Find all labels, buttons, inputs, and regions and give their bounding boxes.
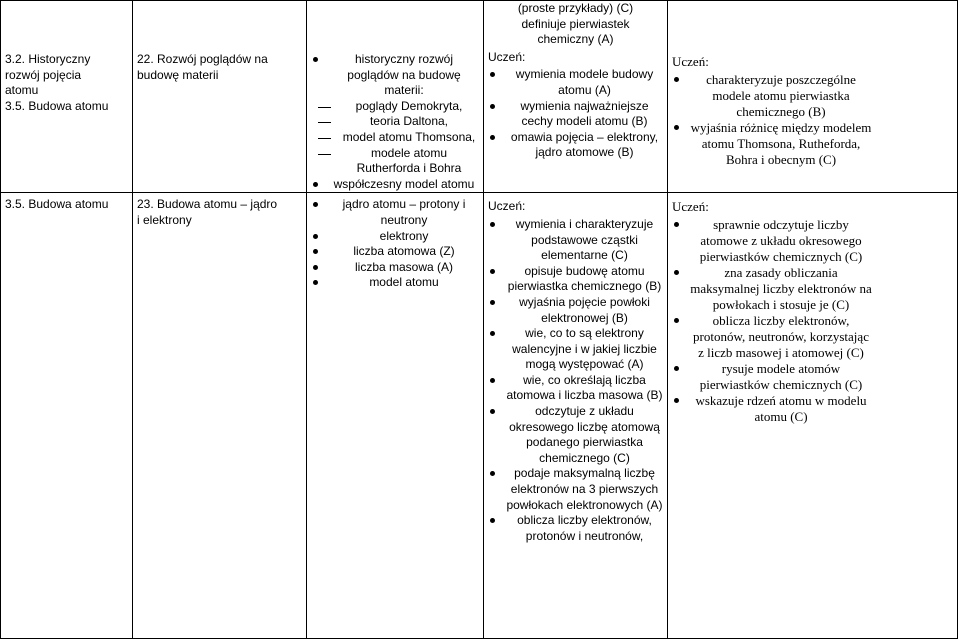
content-cell — [307, 1, 484, 193]
topic-cell — [1, 1, 133, 193]
content-cell — [307, 193, 484, 639]
list-item: elektrony — [311, 229, 479, 245]
basic-requirements-cell: (proste przykłady) (C) definiuje pierwiastek chemiczny (A) Uczeń: wymienia modele budowy atomu (A) wymienia najważniejsze cechy modeli atomu (B) omawia pojęcia – elektrony, jądro atomowe (B) — [484, 1, 668, 193]
lesson-cell — [133, 193, 307, 639]
list-item: sprawnie odczytuje liczby atomowe z układu okresowego pierwiastków chemicznych (C) — [672, 217, 872, 265]
list-item: modele atomu Rutherforda i Bohra — [311, 146, 479, 177]
list-item: współczesny model atomu — [311, 177, 479, 193]
list-item: charakteryzuje poszczególne modele atomu pierwiastka chemicznego (B) — [672, 72, 872, 120]
list-item: oblicza liczby elektronów, protonów i neutronów, — [488, 513, 663, 544]
table-row — [1, 1, 958, 193]
section-header: Uczeń: — [488, 49, 526, 64]
list-item: liczba atomowa (Z) — [311, 244, 479, 260]
list-item: model atomu Thomsona, — [311, 130, 479, 146]
topic-text: 3.2. Historyczny rozwój pojęcia atomu 3.5. Budowa atomu — [5, 52, 109, 113]
list-item: wymienia modele budowy atomu (A) — [488, 67, 663, 98]
topic-cell — [1, 193, 133, 639]
section-header: Uczeń: — [672, 54, 709, 69]
lesson-title: 23. Budowa atomu – jądro i elektrony — [137, 197, 278, 227]
list-item: omawia pojęcia – elektrony, jądro atomowe (B) — [488, 130, 663, 161]
list-item: oblicza liczby elektronów, protonów, neutronów, korzystając z liczb masowej i atomowej (C) — [672, 313, 872, 361]
list-item: historyczny rozwój poglądów na budowę materii: — [311, 52, 479, 99]
lesson-title: 22. Rozwój poglądów na budowę materii — [137, 52, 268, 82]
extended-requirements-cell — [668, 193, 958, 639]
list-item: wyjaśnia pojęcie powłoki elektronowej (B) — [488, 295, 663, 326]
section-header: Uczeń: — [672, 199, 709, 215]
topic-text: 3.5. Budowa atomu — [5, 197, 109, 212]
list-item: opisuje budowę atomu pierwiastka chemicznego (B) — [488, 264, 663, 295]
list-item: liczba masowa (A) — [311, 260, 479, 276]
basic-requirements-cell — [484, 193, 668, 639]
list-item: teoria Daltona, — [311, 114, 479, 130]
list-item: jądro atomu – protony i neutrony — [311, 197, 479, 228]
list-item: wyjaśnia różnicę między modelem atomu Thomsona, Rutheforda, Bohra i obecnym (C) — [672, 120, 872, 168]
list-item: wie, co to są elektrony walencyjne i w jakiej liczbie mogą występować (A) — [488, 326, 663, 373]
list-item: wymienia najważniejsze cechy modeli atomu (B) — [488, 99, 663, 130]
list-item: rysuje modele atomów pierwiastków chemicznych (C) — [672, 361, 872, 393]
list-item: poglądy Demokryta, — [311, 99, 479, 115]
section-header: Uczeń: — [488, 199, 526, 214]
lesson-cell — [133, 1, 307, 193]
list-item: wymienia i charakteryzuje podstawowe cząstki elementarne (C) — [488, 217, 663, 264]
extended-requirements-cell — [668, 1, 958, 193]
list-item: odczytuje z układu okresowego liczbę atomową podanego pierwiastka chemicznego (C) — [488, 404, 663, 466]
list-item: wskazuje rdzeń atomu w modelu atomu (C) — [672, 393, 872, 425]
list-item: podaje maksymalną liczbę elektronów na 3 pierwszych powłokach elektronowych (A) — [488, 466, 663, 513]
table-row — [1, 193, 958, 639]
list-item: wie, co określają liczba atomowa i liczba masowa (B) — [488, 373, 663, 404]
list-item: zna zasady obliczania maksymalnej liczby elektronów na powłokach i stosuje je (C) — [672, 265, 872, 313]
list-item: model atomu — [311, 275, 479, 291]
